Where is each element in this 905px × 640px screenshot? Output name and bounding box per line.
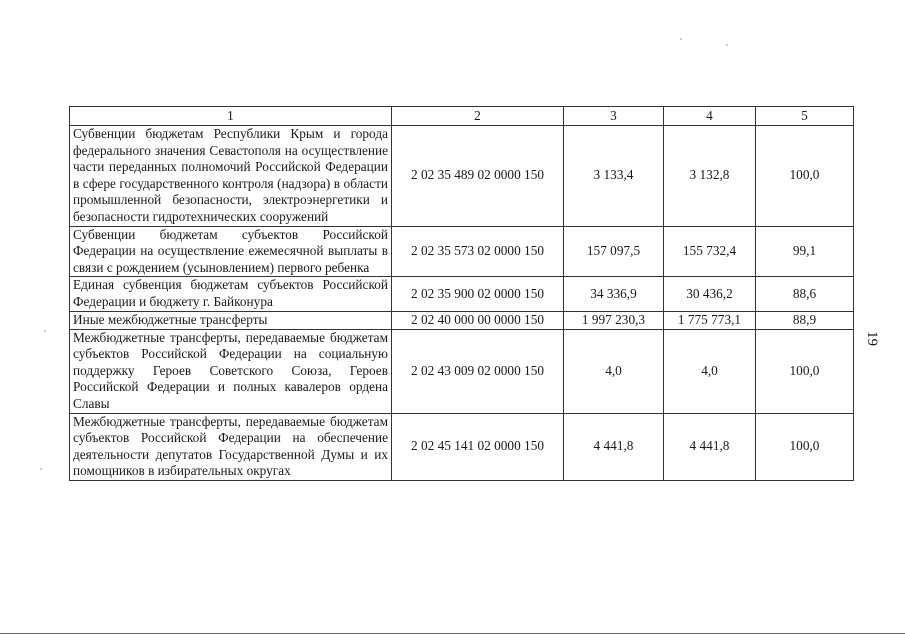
header-row xyxy=(70,107,854,126)
table-row xyxy=(70,311,854,329)
row-col4: 4 441,8 xyxy=(664,413,756,480)
row-name: Межбюджетные трансферты, передаваемые бюджетам субъектов Российской Федерации на социальную поддержку Героев Советского Союза, Героев Российской Федерации и полных кавалеров ордена Славы xyxy=(70,329,392,413)
row-col4: 3 132,8 xyxy=(664,126,756,227)
row-col3: 157 097,5 xyxy=(564,226,664,277)
table-row xyxy=(70,226,854,277)
row-name: Субвенции бюджетам Республики Крым и города федерального значения Севастополя на осуществление части переданных полномочий Российской Федерации в сфере государственного контроля (надзора) в области промышленной безопасности, электроэнергетики и безопасности гидротехнических сооружений xyxy=(70,126,392,227)
row-code: 2 02 43 009 02 0000 150 xyxy=(392,329,564,413)
row-name: Межбюджетные трансферты, передаваемые бюджетам субъектов Российской Федерации на обеспечение деятельности депутатов Государственной Думы и их помощников в избирательных округах xyxy=(70,413,392,480)
row-col3: 3 133,4 xyxy=(564,126,664,227)
table-row xyxy=(70,329,854,413)
row-code: 2 02 35 900 02 0000 150 xyxy=(392,277,564,311)
row-col5: 99,1 xyxy=(756,226,854,277)
header-col-3: 3 xyxy=(564,107,664,126)
row-col3: 4 441,8 xyxy=(564,413,664,480)
row-col5: 88,9 xyxy=(756,311,854,329)
budget-transfers-table xyxy=(69,106,854,481)
header-col-2: 2 xyxy=(392,107,564,126)
row-col3: 1 997 230,3 xyxy=(564,311,664,329)
row-code: 2 02 40 000 00 0000 150 xyxy=(392,311,564,329)
table-row xyxy=(70,413,854,480)
table-row xyxy=(70,277,854,311)
row-code: 2 02 45 141 02 0000 150 xyxy=(392,413,564,480)
row-col4: 155 732,4 xyxy=(664,226,756,277)
page-number: 19 xyxy=(864,331,880,346)
row-col4: 30 436,2 xyxy=(664,277,756,311)
table-row xyxy=(70,126,854,227)
row-name: Иные межбюджетные трансферты xyxy=(70,311,392,329)
header-col-4: 4 xyxy=(664,107,756,126)
header-col-1: 1 xyxy=(70,107,392,126)
scan-speck xyxy=(40,468,42,470)
row-col3: 4,0 xyxy=(564,329,664,413)
row-col4: 1 775 773,1 xyxy=(664,311,756,329)
scan-speck xyxy=(44,330,46,332)
scan-speck xyxy=(726,44,728,46)
row-col3: 34 336,9 xyxy=(564,277,664,311)
scan-bottom-edge xyxy=(0,633,905,634)
row-code: 2 02 35 489 02 0000 150 xyxy=(392,126,564,227)
row-col5: 100,0 xyxy=(756,329,854,413)
row-name: Единая субвенция бюджетам субъектов Российской Федерации и бюджету г. Байконура xyxy=(70,277,392,311)
row-col5: 100,0 xyxy=(756,126,854,227)
scan-speck xyxy=(680,38,682,40)
row-code: 2 02 35 573 02 0000 150 xyxy=(392,226,564,277)
row-name: Субвенции бюджетам субъектов Российской Федерации на осуществление ежемесячной выплаты в связи с рождением (усыновлением) первого ребенка xyxy=(70,226,392,277)
row-col5: 100,0 xyxy=(756,413,854,480)
header-col-5: 5 xyxy=(756,107,854,126)
row-col5: 88,6 xyxy=(756,277,854,311)
row-col4: 4,0 xyxy=(664,329,756,413)
